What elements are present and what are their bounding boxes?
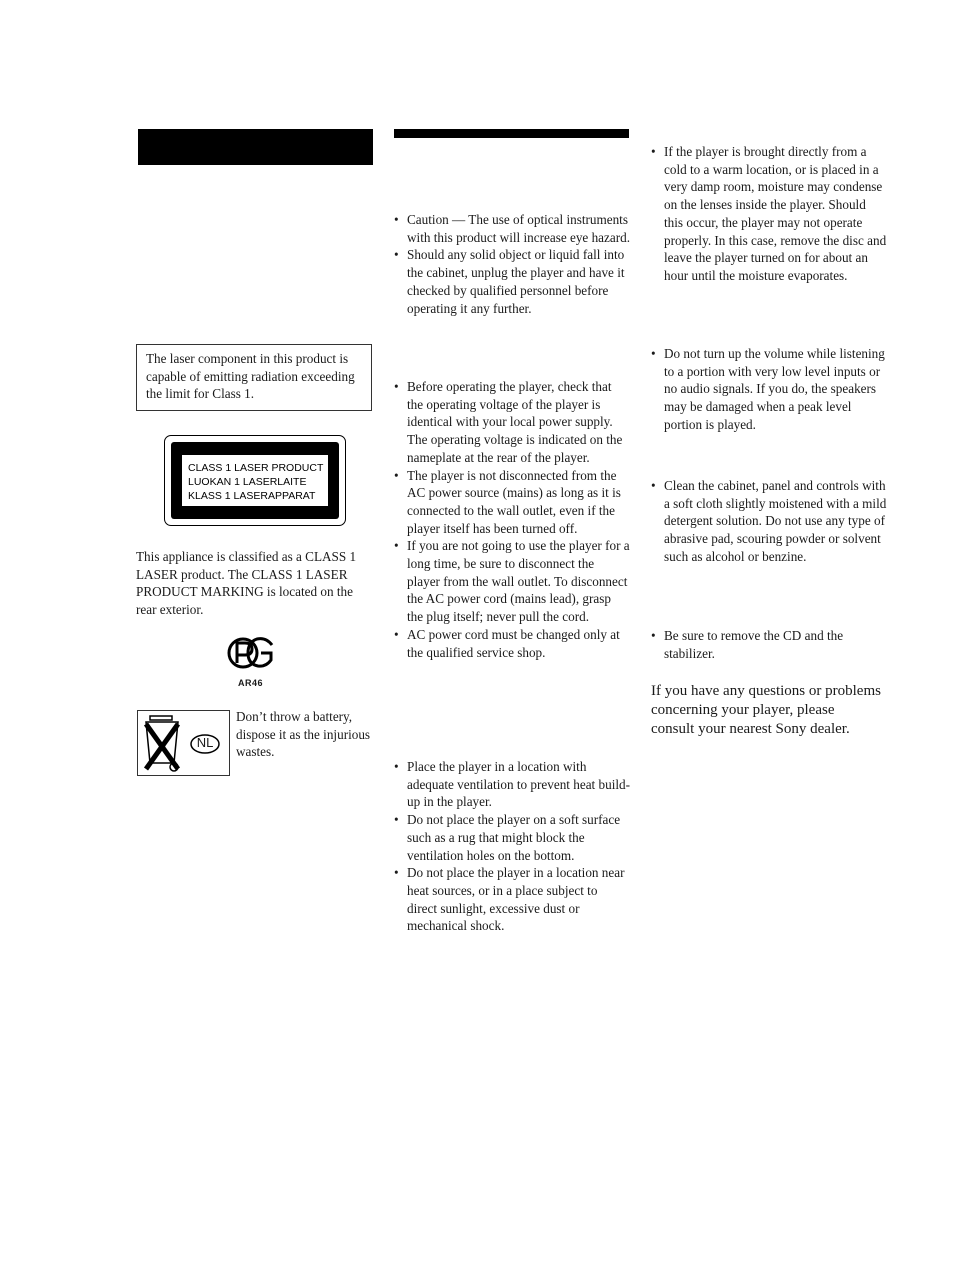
list-item: • Clean the cabinet, panel and controls with a soft cloth slightly moistened with a mild detergent solution. Do not use any type of abrasive pad, scouring powder or solvent such as alcohol or benzine. [651, 477, 887, 566]
right-list-1 [651, 143, 887, 285]
middle-list-2 [394, 378, 630, 661]
certification-code: AR46 [238, 678, 264, 688]
middle-list-1 [394, 211, 630, 317]
list-item: • Do not place the player in a location near heat sources, or in a place subject to direct sunlight, excessive dust or mechanical shock. [394, 864, 630, 935]
laser-label-line-1: CLASS 1 LASER PRODUCT [188, 462, 324, 474]
list-item: • Before operating the player, check that the operating voltage of the player is identical with your local power supply. The operating voltage is indicated on the nameplate at the rear of the player. [394, 378, 630, 467]
left-header-bar [138, 129, 373, 165]
battery-badge-label: NL [196, 735, 214, 750]
battery-disposal-box [137, 710, 230, 776]
laser-notice-text: The laser component in this product is capable of emitting radiation exceeding the limit for Class 1. [146, 351, 355, 402]
class1-laser-label [164, 435, 346, 526]
middle-header-rule [394, 129, 629, 138]
list-item: • AC power cord must be changed only at the qualified service shop. [394, 626, 630, 661]
right-group-4 [651, 627, 887, 662]
class-statement-text: This appliance is classified as a CLASS 1 LASER product. The CLASS 1 LASER PRODUCT MARKING is located on the rear exterior. [136, 549, 357, 617]
list-item: • If you are not going to use the player for a long time, be sure to disconnect the player from the wall outlet. To disconnect the AC power cord (mains lead), grasp the plug itself; never pull the cord. [394, 537, 630, 626]
laser-notice-box [136, 344, 372, 411]
list-item: • If the player is brought directly from a cold to a warm location, or is placed in a very damp room, moisture may condense on the lenses inside the player. Should this occur, the player may not operate properly. In this case, remove the disc and leave the player turned on for about an hour until the moisture evaporates. [651, 143, 887, 285]
list-item: • The player is not disconnected from the AC power source (mains) as long as it is connected to the wall outlet, even if the player itself has been turned off. [394, 467, 630, 538]
list-item: • Place the player in a location with adequate ventilation to prevent heat build-up in the player. [394, 758, 630, 811]
list-item: • Caution — The use of optical instruments with this product will increase eye hazard. [394, 211, 630, 246]
middle-group-2 [394, 378, 630, 661]
closing-note [651, 682, 881, 739]
middle-group-3 [394, 758, 630, 935]
right-list-3 [651, 477, 887, 566]
crossed-bin-icon [138, 711, 229, 775]
list-item: • Do not place the player on a soft surface such as a rug that might block the ventilation holes on the bottom. [394, 811, 630, 864]
right-group-1 [651, 143, 887, 285]
closing-note-text: If you have any questions or problems concerning your player, please consult your nearest Sony dealer. [651, 683, 881, 737]
list-item: • Be sure to remove the CD and the stabilizer. [651, 627, 887, 662]
laser-label-line-2: LUOKAN 1 LASERLAITE [188, 476, 307, 488]
right-list-2 [651, 345, 887, 434]
class-statement [136, 548, 372, 618]
right-group-3 [651, 477, 887, 566]
list-item: • Should any solid object or liquid fall into the cabinet, unplug the player and have it checked by qualified personnel before operating it any further. [394, 246, 630, 317]
right-group-2 [651, 345, 887, 434]
list-item: • Do not turn up the volume while listening to a portion with very low level inputs or no audio signals. If you do, the speakers may be damaged when a peak level portion is played. [651, 345, 887, 434]
middle-list-3 [394, 758, 630, 935]
battery-disposal-note: Don’t throw a battery, dispose it as the injurious wastes. [236, 709, 371, 760]
middle-group-1 [394, 211, 630, 317]
right-list-4 [651, 627, 887, 662]
battery-disposal-text [236, 708, 372, 761]
laser-label-line-3: KLASS 1 LASERAPPARAT [188, 490, 316, 502]
